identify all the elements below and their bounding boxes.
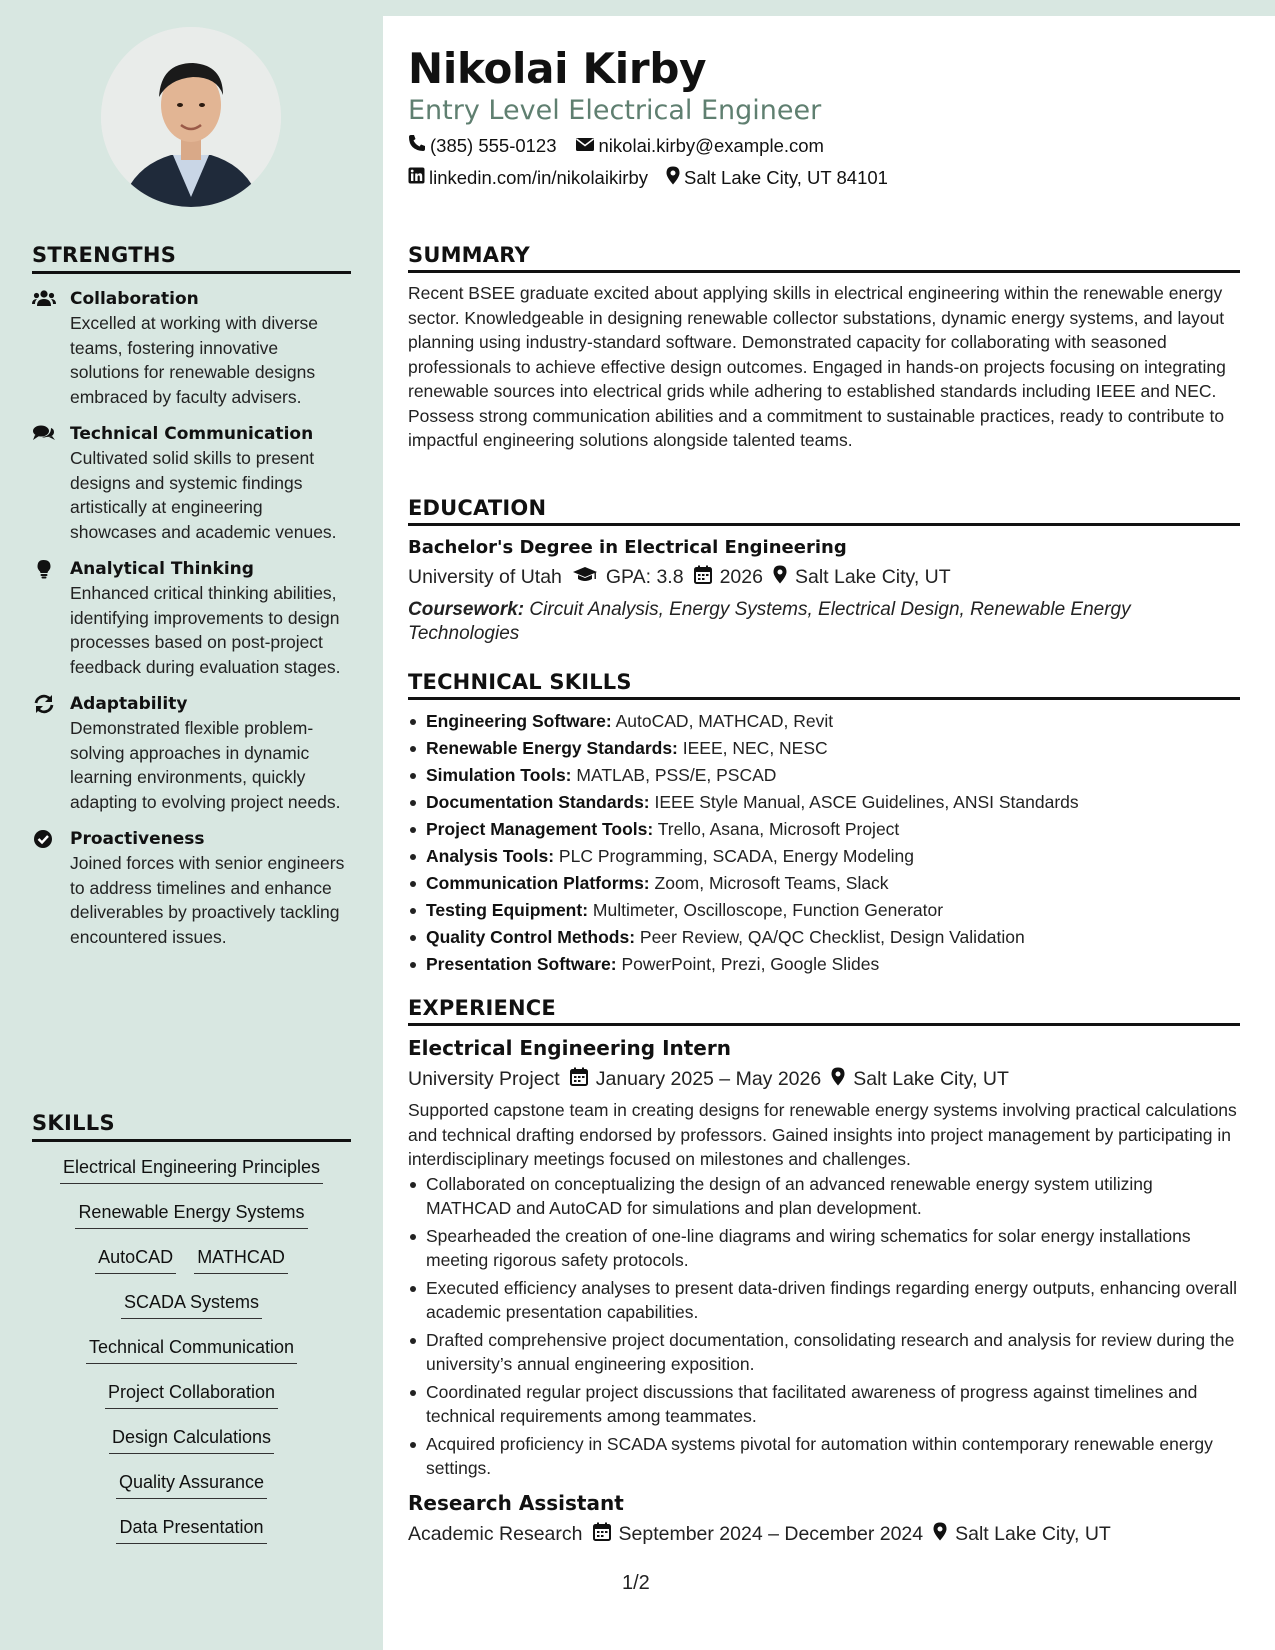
experience-heading: EXPERIENCE [408,996,1240,1026]
skill-tag: Design Calculations [109,1424,274,1454]
contact-row [408,134,842,157]
strength-title: Proactiveness [70,829,205,849]
sidebar [0,0,383,1650]
map-pin-icon [933,1522,955,1547]
technical-skills-list [408,708,1240,978]
skill-tag: Renewable Energy Systems [75,1199,307,1229]
strengths-section [32,243,351,949]
job-title: Electrical Engineering Intern [408,1036,731,1060]
graduation-year: 2026 [694,565,763,590]
skill-tag: Project Collaboration [105,1379,278,1409]
job-org: Academic Research [408,1522,583,1545]
list-item: Renewable Energy Standards: IEEE, NEC, NESC [408,735,1240,762]
job-bullets [408,1172,1240,1481]
phone-icon [408,134,430,157]
strength-desc: Joined forces with senior engineers to address timelines and enhance deliverables by proactively tackling encountered issues. [70,853,345,947]
map-pin-icon [666,166,684,190]
strength-desc: Excelled at working with diverse teams, fostering innovative solutions for renewable designs embraced by faculty advisers. [70,313,319,407]
education-heading: EDUCATION [408,496,1240,526]
list-item: Executed efficiency analyses to present data-driven findings regarding energy outputs, enhancing overall academic presentation capabilities. [408,1276,1240,1325]
refresh-icon [32,694,56,714]
list-item: Acquired proficiency in SCADA systems pivotal for automation within contemporary renewable energy settings. [408,1432,1240,1481]
experience-section [408,996,1240,1547]
strength-item [32,422,351,544]
gpa: GPA: 3.8 [572,566,684,590]
email-contact[interactable] [575,135,824,157]
phone-text: (385) 555-0123 [430,134,557,156]
linkedin-text[interactable]: linkedin.com/in/nikolaikirby [429,167,649,188]
skill-tag: Technical Communication [86,1334,297,1364]
job-dates: September 2024 – December 2024 [593,1522,924,1547]
map-pin-icon [773,565,795,590]
job-title: Research Assistant [408,1490,624,1515]
profile-photo [101,27,281,207]
linkedin-contact[interactable] [408,167,648,189]
list-item: Testing Equipment: Multimeter, Oscilloscope, Function Generator [408,897,1240,924]
summary-section [408,243,1240,453]
strength-desc: Demonstrated flexible problem-solving approaches in dynamic learning environments, quickly adapting to evolving project needs. [70,718,341,812]
summary-heading: SUMMARY [408,243,1240,273]
skills-heading: SKILLS [32,1111,351,1142]
skill-tag: Quality Assurance [116,1469,267,1499]
check-circle-icon [32,829,56,849]
coursework [408,598,1240,646]
users-icon [32,289,56,309]
job-meta [408,1522,1240,1547]
skill-tag: SCADA Systems [121,1289,262,1319]
lightbulb-icon [32,559,56,579]
school-name: University of Utah [408,566,562,588]
skill-tag: Electrical Engineering Principles [60,1154,323,1184]
strength-item [32,287,351,409]
strengths-heading: STRENGTHS [32,243,351,274]
job-location: Salt Lake City, UT [933,1522,1111,1547]
education-location: Salt Lake City, UT [773,565,951,590]
degree-title: Bachelor's Degree in Electrical Engineering [408,537,847,558]
job-meta [408,1067,1240,1092]
list-item: Engineering Software: AutoCAD, MATHCAD, Revit [408,708,1240,735]
calendar-icon [694,565,720,590]
skills-section [32,1111,351,1559]
list-item: Drafted comprehensive project documentation, consolidating research and analysis for review during the university’s annual engineering exposition. [408,1328,1240,1377]
map-pin-icon [831,1067,853,1092]
job-description: Supported capstone team in creating designs for renewable energy systems involving practical calculations and technical drafting endorsed by professors. Gained insights into project management by participating in interdisciplinary meetings focused on milestones and challenges. [408,1100,1237,1169]
technical-skills-section [408,670,1240,978]
list-item: Simulation Tools: MATLAB, PSS/E, PSCAD [408,762,1240,789]
calendar-icon [593,1522,619,1547]
strength-title: Collaboration [70,289,199,309]
location-contact [666,166,888,190]
list-item: Presentation Software: PowerPoint, Prezi, Google Slides [408,951,1240,978]
job-org: University Project [408,1068,560,1090]
calendar-icon [570,1067,596,1092]
envelope-icon [575,135,599,157]
email-text[interactable]: nikolai.kirby@example.com [598,134,824,156]
strength-title: Analytical Thinking [70,559,254,579]
list-item: Quality Control Methods: Peer Review, QA/QC Checklist, Design Validation [408,924,1240,951]
graduation-cap-icon [572,566,606,590]
comments-icon [32,424,56,444]
contact-row [408,166,906,190]
list-item: Analysis Tools: PLC Programming, SCADA, Energy Modeling [408,843,1240,870]
location-text: Salt Lake City, UT 84101 [684,167,888,188]
candidate-name: Nikolai Kirby [408,44,707,93]
education-meta [408,565,1240,590]
coursework-label: Coursework: [408,599,525,620]
linkedin-icon [408,167,429,189]
list-item: Collaborated on conceptualizing the design of an advanced renewable energy system utilizing MATHCAD and AutoCAD for simulations and plan development. [408,1172,1240,1221]
coursework-text: Circuit Analysis, Energy Systems, Electrical Design, Renewable Energy Technologies [408,599,1131,644]
strength-desc: Enhanced critical thinking abilities, identifying improvements to design processes based on post-project feedback during evaluation stages. [70,583,341,677]
job-dates: January 2025 – May 2026 [570,1067,822,1092]
education-section [408,496,1240,646]
page-number: 1/2 [622,1572,650,1594]
list-item: Documentation Standards: IEEE Style Manual, ASCE Guidelines, ANSI Standards [408,789,1240,816]
list-item: Spearheaded the creation of one-line diagrams and wiring schematics for solar energy installations meeting rigorous safety protocols. [408,1224,1240,1273]
job-location: Salt Lake City, UT [831,1067,1009,1092]
strength-title: Technical Communication [70,424,314,444]
skill-tag: Data Presentation [116,1514,266,1544]
phone-contact [408,134,557,157]
summary-text: Recent BSEE graduate excited about applying skills in electrical engineering within the renewable energy sector. Knowledgeable in designing renewable collector substations, dynamic energy systems, and layout planning using industry-standard software. Demonstrated capacity for collaborating with seasoned professionals to achieve effective design outcomes. Engaged in hands-on projects focusing on integrating renewable sources into electrical grids while adhering to established standards including IEEE and NEC. Possess strong communication abilities and a commitment to sustainable practices, ready to contribute to impactful engineering solutions alongside talented teams. [408,283,1226,450]
strength-item [32,827,351,949]
strength-item [32,557,351,679]
strength-item [32,692,351,814]
skill-tag: MATHCAD [194,1244,288,1274]
job-title: Entry Level Electrical Engineer [408,95,822,126]
technical-skills-heading: TECHNICAL SKILLS [408,670,1240,700]
list-item: Project Management Tools: Trello, Asana, Microsoft Project [408,816,1240,843]
strength-desc: Cultivated solid skills to present designs and systemic findings artistically at engineering showcases and academic venues. [70,448,337,542]
list-item: Communication Platforms: Zoom, Microsoft Teams, Slack [408,870,1240,897]
skill-tag-list [32,1154,351,1559]
skill-tag: AutoCAD [95,1244,176,1274]
list-item: Coordinated regular project discussions that facilitated awareness of progress against timelines and technical requirements among teammates. [408,1380,1240,1429]
strength-title: Adaptability [70,694,188,714]
